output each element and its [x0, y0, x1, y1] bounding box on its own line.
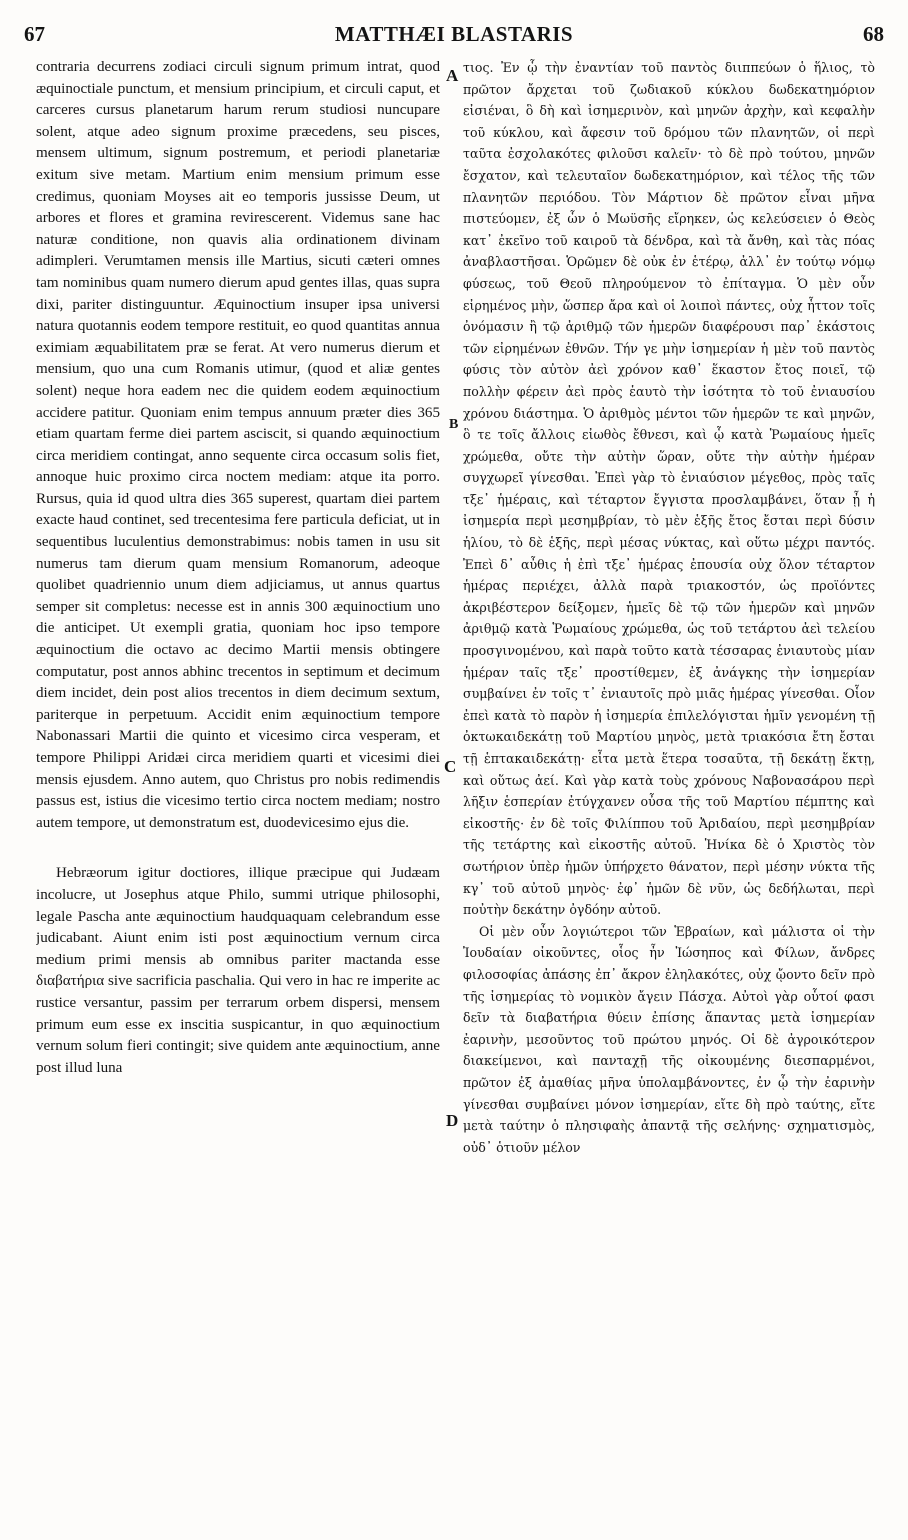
- greek-paragraph: τιος. Ἐν ᾧ τὴν ἐναντίαν τοῦ παντὸς διιππεύων ὁ ἥλιος, τὸ πρῶτον ἄρχεται τοῦ ζωδιακοῦ κύκλου δωδεκατημόριον εἰσιέναι, ὃ δὴ καὶ ἰσημερινὸν, καὶ μηνῶν ἀρχὴν, καὶ κεφαλὴν τοῦ κύκλου, καὶ ἄφεσιν τοῦ δρόμου τῶν πλανητῶν, οἱ περὶ ταῦτα ἐσχολακότες φιλοῦσι καλεῖν· τὸ δὲ πρὸ τούτου, μηνῶν ἔσχατον, καὶ τελευταῖον δωδεκατημόριον, καὶ τέλος τῆς τῶν πλανητῶν περιόδου. Τὸν Μάρτιον δὲ πρῶτον εἶναι μῆνα πιστεύομεν, ἐξ ὧν ὁ Μωϋσῆς εἴρηκεν, ὡς κελεύσειεν ὁ Θεὸς κατ᾽ ἐκεῖνο τοῦ καιροῦ τὰ δένδρα, καὶ τὰ ἄνθη, καὶ τὰς πόας ἀναβλαστῆσαι. Ὁρῶμεν δὲ οὐκ ἐν ἑτέρῳ, ἀλλ᾽ ἐν τούτῳ νόμῳ φύσεως, τοῦ Θεοῦ πληρούμενον τὸ ἐπίταγμα. Ὁ μὲν οὖν εἰρημένος μὴν, ὥσπερ ἄρα καὶ οἱ λοιποὶ πάντες, οὐχ ἧττον τοῖς ὀνόμασιν ἢ τῷ ἀριθμῷ τῶν ἡμερῶν διαφέρουσι παρ᾽ ἑκάστοις τῶν εἰρημένων ἐθνῶν. Τήν γε μὴν ἰσημερίαν ἡ μὲν τοῦ παντὸς φύσις τὸν αὐτὸν ἀεὶ χρόνον καθ᾽ ἕκαστον ἔτος ποιεῖ, τῷ πολλὴν φέρειν ἀεὶ πρὸς ἑαυτὸ τὴν ἰσότητα τὸ τοῦ ἐνιαυσίου χρόνου διάστημα. Ὁ ἀριθμὸς μέντοι τῶν ἡμερῶν τε καὶ μηνῶν, ὃ τε τοῖς ἄλλοις εἰωθὸς ἔθνεσι, καὶ ᾧ κατὰ Ῥωμαίους ἡμεῖς χρώμεθα, οὔτε τὴν αὐτὴν ὥραν, οὔτε τὴν αὐτὴν ἡμέραν συγχωρεῖ γίνεσθαι. Ἐπεὶ γὰρ τὸ ἐνιαύσιον μέγεθος, πρὸς ταῖς τξε᾽ ἡμέραις, καὶ τέταρτον ἔγγιστα προσλαμβάνει, ὅταν ᾖ ἡ ἰσημερία περὶ μεσημβρίαν, τὸ μὲν ἑξῆς ἔτος ἔσται περὶ δύσιν ἡλίου, τὸ δὲ ἑξῆς, περὶ μέσας νύκτας, καὶ οὕτω μέχρι παντός. Ἐπεὶ δ᾽ αὖθις ἡ ἐπὶ τξε᾽ ἡμέρας ἐπουσία οὐχ ὅλον τέταρτον ἡμέρας περιέχει, ἀλλὰ παρὰ τριακοστόν, ὡς προϊόντες ἀκριβέστερον δείξομεν, ἡμεῖς δὲ τῷ τῶν ἡμερῶν καὶ μηνῶν ἀριθμῷ κατὰ Ῥωμαίους χρώμεθα, ὡς τοῦ τετάρτου ἀεὶ τελείου προσγινομένου, καὶ παρὰ τοῦτο κατὰ τέσσαρας ἐνιαυτοὺς μίαν ἡμέραν ταῖς τξε᾽ προστίθεμεν, ἐξ ἀνάγκης τὴν ἰσημερίαν συμβαίνει ἐν τοῖς τ᾽ ἐνιαυτοῖς πρὸ μιᾶς ἡμέρας γίνεσθαι. Οἷον ἐπεὶ κατὰ τὸ παρὸν ἡ ἰσημερία ἐπιλελόγισται ἡμῖν γενομένη τῇ ὀκτωκαιδεκάτῃ τοῦ Μαρτίου μηνὸς, μετὰ τριακόσια ἔτη ἔσται τῇ ἑπτακαιδεκάτῃ· εἶτα μετὰ ἕτερα τοσαῦτα, τῇ δεκάτῃ ἕκτῃ, καὶ οὕτως ἀεί. Καὶ γὰρ κατὰ τοὺς χρόνους Ναβονασάρου περὶ λῆξιν ἑσπερίαν ἐτύγχανεν οὖσα τῆς τοῦ Μαρτίου πέμπτης καὶ εἰκοστῆς· ἐν δὲ τοῖς Φιλίππου τοῦ Ἀριδαίου, περὶ μεσημβρίαν τῆς τετάρτης καὶ εἰκοστῆς αὐτοῦ. Ἡνίκα δὲ ὁ Χριστὸς τὸν σωτήριον ὑπὲρ ἡμῶν ὑπήρχετο θάνατον, περὶ μέσην νύκτα τῆς κγ᾽ τοῦ αὐτοῦ μηνὸς· ἐφ᾽ ἡμῶν δὲ νῦν, ὡς δεδήλωται, περὶ ποὐτὴν δεκάτην ὀγδόην αὐτοῦ.: [463, 60, 875, 918]
- latin-paragraph: Hebræorum igitur doctiores, illique præcipue qui Judæam incolucre, ut Josephus atque Philo, summi utrique philosophi, legale Pascha ante æquinoctium haudquaquam celebrandum esse judicabant. Aiunt enim isti post æquinoctium vernum circa medium primi mensis ab omnibus pariter mactanda esse διαβατήρια sive sacrificia paschalia. Qui vero in hac re imperite ac rustice versantur, passim per terrarum orbem dispersi, mensem primum eum esse ex inscitia suspicantur, in quo æquinoctium vernum solum fieri contingit; sive quidem ante æquinoctium, anne post illud luna: [36, 865, 440, 1076]
- page-number-right: 68: [863, 21, 884, 46]
- section-marker-d: D: [446, 1111, 459, 1130]
- latin-column: [36, 57, 440, 1525]
- greek-paragraph: Οἱ μὲν οὖν λογιώτεροι τῶν Ἑβραίων, καὶ μάλιστα οἱ τὴν Ἰουδαίαν οἰκοῦντες, οἷος ἦν Ἰώσηπος καὶ Φίλων, ἄνδρες φιλοσοφίας ἀπάσης ἐπ᾽ ἄκρον ἐληλακότες, οὐχ ᾤοντο δεῖν πρὸ τῆς ἰσημερίας τὸ νομικὸν ἄγειν Πάσχα. Αὐτοὶ γὰρ οὗτοί φασι δεῖν τὰ διαβατήρια θύειν ἐπίσης ἅπαντας μετὰ ἰσημερίαν ἐαρινὴν, μεσοῦντος τοῦ πρώτου μηνός. Οἱ δὲ ἀγροικότερον διακείμενοι, καὶ πανταχῇ τῆς οἰκουμένης διεσπαρμένοι, πρῶτον ἐξ ἀμαθίας μῆνα ὑπολαμβάνοντες, ἐν ᾧ τὴν ἐαρινὴν γίνεσθαι συμβαίνει μόνον ἰσημερίαν, εἴτε δὴ πρὸ ταύτης, εἴτε μετὰ ταύτην ὁ πλησιφαὴς ἀπαντᾷ τῆς σελήνης· σχηματισμὸς, οὐδ᾽ ὁτιοῦν μέλον: [463, 923, 875, 1155]
- page-header: [24, 16, 884, 52]
- section-marker-a: A: [446, 66, 459, 85]
- section-marker-b: B: [449, 417, 459, 432]
- running-title: MATTHÆI BLASTARIS: [334, 21, 574, 46]
- page-number-left: 67: [24, 21, 45, 46]
- greek-column: [463, 57, 875, 1525]
- latin-paragraph: contraria decurrens zodiaci circuli signum primum intrat, quod æquinoctiale punctum, et mensium principium, et circuli caput, et carceres cursus planetarum harum rerum studiosi nuncupare solent, atque adeo signum proxime præcedens, seu pisces, mensem ultimum, signum postremum, et periodi planetariæ exitum sive metam. Martium enim mensium primum esse credimus, quoniam Moyses ait eo temporis jussisse Deum, ut arbores et flores et gramina revirescerent. Videmus sane hac naturæ conditione, non quavis alia ordinationem divinam adimpleri. Verumtamen mensis ille Martius, sicuti cæteri omnes tam nominibus quam numero dierum apud gentes illas, quas supra dixi, pariter distinguuntur. Æquinoctium insuper ipsa universi natura quotannis eodem tempore restituit, eo quod quantitas annua eximiam æquabilitatem præ se ferat. At vero numerus dierum et mensium, quo una cum Romanis utimur, (quod et aliæ gentes solent) neque hora eadem nec die quidem eodem æquinoctium accidere patitur. Quoniam enim tempus annuum præter dies 365 etiam quartam ferme diei partem asciscit, si quando æquinoctium circa meridiem contingat, anno sequente circa occasum solis fiet, annoque huic proximo circa noctem mediam: atque ita porro. Rursus, quia id quod ultra dies 365 superest, quartam diei partem exacte haud continet, sed trecentesima fere particula deficiat, ut in sequentibus luculentius demonstrabimus: nobis tamen in usu sit numerus tam dierum quam mensium Romanorum, adeoque quolibet quadriennio unum diem adjiciamus, ut annus quartus semper sit completus: necesse est in annis 300 æquinoctium uno die anticipet. Ut exempli gratia, quoniam hoc ipso tempore æquinoctium die octavo ac decimo Martii mensis obtingere computatur, post annos abhinc trecentos in septimum et decimum diem incidet, dein post alios trecentos in diem decimum sextum, pariterque in perpetuum. Accidit enim æquinoctium tempore Nabonassari Martii die quinto et vicesimo circa vesperam, et tempore Philippi Aridæi circa meridiem quarti et vicesimi diei mensis ejusdem. Anno autem, quo Christus pro nobis redimendis passus est, istius die vicesimo tertio circa noctem mediam; nostro autem tempore, ut demonstratum est, duodevicesimo ejus die.: [36, 59, 440, 831]
- section-marker-c: C: [444, 757, 457, 776]
